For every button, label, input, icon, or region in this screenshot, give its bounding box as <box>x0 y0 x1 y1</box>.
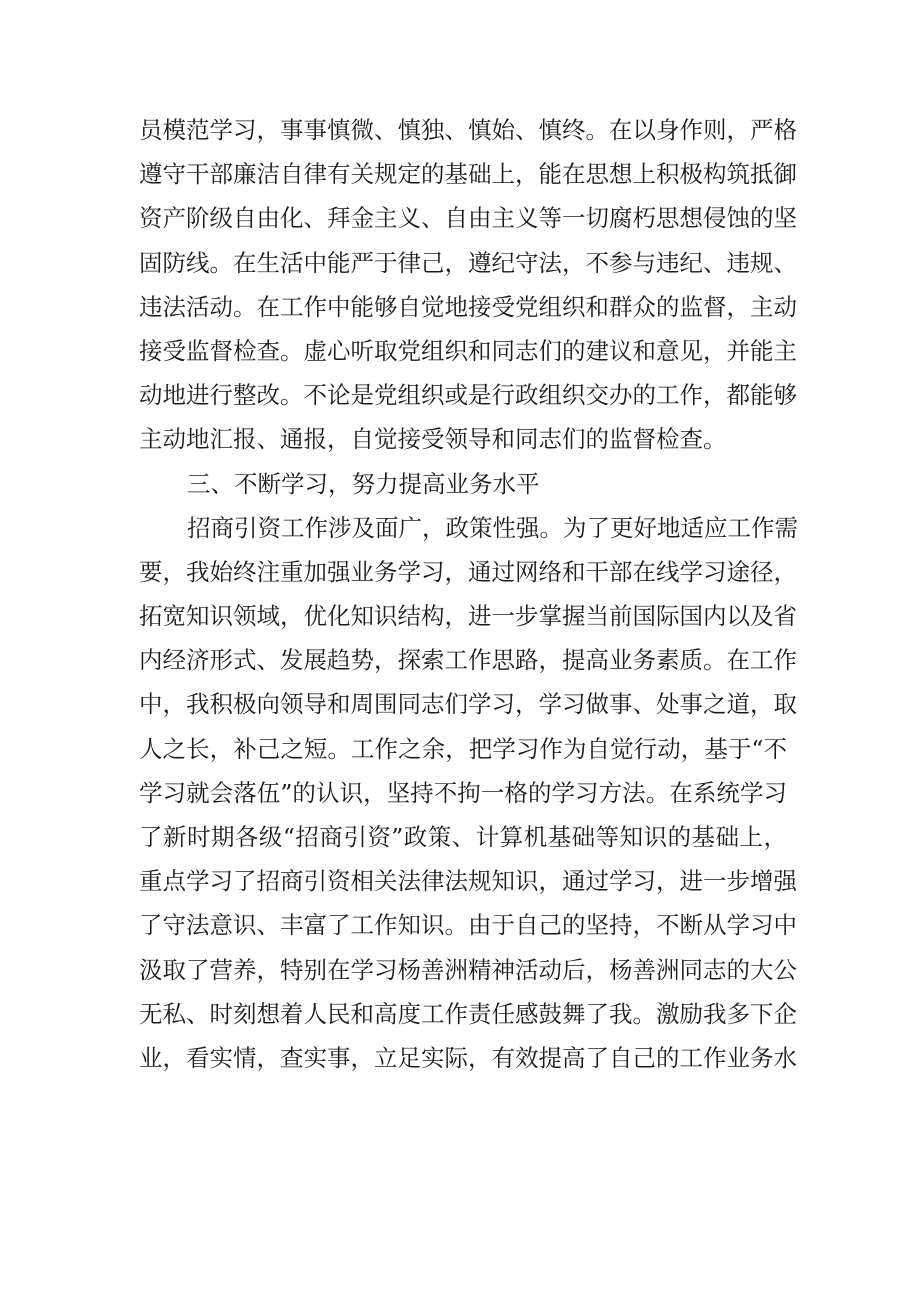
document-body <box>139 108 798 1080</box>
paragraph-line: 了守法意识、丰富了工作知识。由于自己的坚持，不断从学习中 <box>139 911 797 940</box>
paragraph-line: 了新时期各级“招商引资”政策、计算机基础等知识的基础上， <box>139 823 787 851</box>
paragraph-line: 动地进行整改。不论是党组织或是行政组织交办的工作，都能够 <box>139 381 797 410</box>
paragraph-line: 要，我始终注重加强业务学习，通过网络和干部在线学习途径， <box>139 557 797 586</box>
paragraph-line: 拓宽知识领域，优化知识结构，进一步掌握当前国际国内以及省 <box>139 602 797 631</box>
paragraph-2 <box>139 506 798 1080</box>
paragraph-line: 学习就会落伍”的认识，坚持不拘一格的学习方法。在系统学习 <box>139 778 787 807</box>
paragraph-line: 重点学习了招商引资相关法律法规知识，通过学习，进一步增强 <box>139 867 797 896</box>
paragraph-line: 中，我积极向领导和周围同志们学习，学习做事、处事之道，取 <box>139 690 797 719</box>
paragraph-line: 内经济形式、发展趋势，探索工作思路，提高业务素质。在工作 <box>139 646 797 675</box>
section-heading: 三、不断学习，努力提高业务水平 <box>187 469 540 498</box>
paragraph-line: 人之长，补己之短。工作之余，把学习作为自觉行动，基于“不 <box>139 734 787 763</box>
paragraph-line: 资产阶级自由化、拜金主义、自由主义等一切腐朽思想侵蚀的坚 <box>139 204 797 233</box>
paragraph-line: 招商引资工作涉及面广，政策性强。为了更好地适应工作需 <box>187 513 798 542</box>
paragraph-line: 业，看实情，查实事，立足实际，有效提高了自己的工作业务水 <box>139 1043 797 1072</box>
paragraph-line: 固防线。在生活中能严于律己，遵纪守法，不参与违纪、违规、 <box>139 248 797 277</box>
paragraph-line: 主动地汇报、通报，自觉接受领导和同志们的监督检查。 <box>139 425 727 454</box>
paragraph-line: 遵守干部廉洁自律有关规定的基础上，能在思想上积极构筑抵御 <box>139 160 797 189</box>
paragraph-line: 汲取了营养，特别在学习杨善洲精神活动后，杨善洲同志的大公 <box>139 955 797 984</box>
paragraph-line: 接受监督检查。虚心听取党组织和同志们的建议和意见，并能主 <box>139 336 797 365</box>
paragraph-line: 无私、时刻想着人民和高度工作责任感鼓舞了我。激励我多下企 <box>139 999 797 1028</box>
paragraph-line: 员模范学习，事事慎微、慎独、慎始、慎终。在以身作则，严格 <box>139 116 797 144</box>
paragraph-1 <box>139 108 797 462</box>
paragraph-line: 违法活动。在工作中能够自觉地接受党组织和群众的监督，主动 <box>139 292 797 321</box>
